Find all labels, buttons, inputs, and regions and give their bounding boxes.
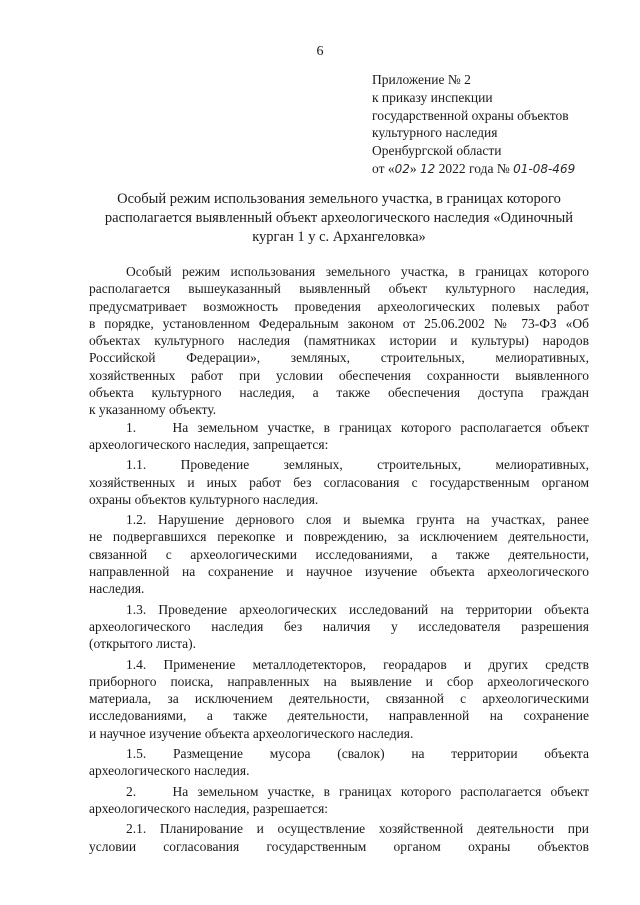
annex-line: Приложение № 2 <box>372 72 471 87</box>
annex-line: государственной охраны объектов <box>372 107 569 123</box>
section-1-3 <box>89 601 589 653</box>
text-line: археологического наследия. <box>89 763 250 779</box>
annex-line: Оренбургской области <box>372 143 502 159</box>
text-line: и научное изучение объекта археологического наследия. <box>89 725 414 741</box>
text-line: не подвергавшихся перекопке и повреждению, за исключением деятельности, <box>89 529 589 545</box>
text-line: в порядке, установленном Федеральным законом от 25.06.2002 № 73-ФЗ «Об <box>89 315 589 331</box>
text-line: охраны объектов культурного наследия. <box>89 491 319 507</box>
text-line: археологического наследия без наличия у исследователя разрешения <box>89 618 589 634</box>
text-line: 1.1. Проведение земляных, строительных, мелиоративных, <box>126 457 589 473</box>
text-line: Российской Федерации», земляных, строительных, мелиоративных, <box>89 350 589 366</box>
text-line: 1.2. Нарушение дернового слоя и выемка грунта на участках, ранее <box>126 512 589 528</box>
text-line: 1.3. Проведение археологических исследований на территории объекта <box>126 601 589 617</box>
section-1-5 <box>89 745 589 780</box>
title-line: располагается выявленный объект археологического наследия «Одиночный <box>104 210 574 226</box>
handwritten-month: 12 <box>420 161 436 176</box>
document-body <box>89 263 589 855</box>
text-line: направленной на сохранение и научное изучение объекта археологического <box>89 564 589 580</box>
annex-line: к приказу инспекции <box>372 89 493 105</box>
text-line: 1. На земельном участке, в границах которого располагается объект <box>126 419 589 435</box>
section-1-1 <box>89 456 589 508</box>
section-1-2 <box>89 511 589 597</box>
section-1-4 <box>89 656 589 742</box>
text-line: археологического наследия, разрешается: <box>89 800 329 816</box>
handwritten-number: 01-08-469 <box>513 161 576 176</box>
text-line: к указанному объекту. <box>89 402 217 418</box>
section-2-1 <box>89 820 589 855</box>
intro-paragraph <box>89 263 589 419</box>
annex-date-line <box>372 160 622 179</box>
title-line: Особый режим использования земельного участка, в границах которого <box>117 191 561 207</box>
text-line: располагается вышеуказанный выявленный объект культурного наследия, <box>89 281 589 297</box>
text-line: наследия. <box>89 581 145 597</box>
text-line: связанной с археологическими исследованиями, а также деятельности, <box>89 546 589 562</box>
title-line: курган 1 у с. Архангеловка» <box>252 229 426 245</box>
annex-line: культурного наследия <box>372 125 498 141</box>
text-line: 1.4. Применение металлодетекторов, георадаров и других средств <box>126 656 589 672</box>
text-line: 2.1. Планирование и осуществление хозяйственной деятельности при <box>126 821 589 837</box>
page-number: 6 <box>316 44 324 59</box>
date-mid1: » <box>409 160 421 176</box>
text-line: приборного поиска, направленных на выявление и сбор археологического <box>89 673 589 689</box>
date-prefix: от « <box>372 160 395 176</box>
text-line: объекта культурного наследия, а также обеспечения доступа граждан <box>89 385 589 401</box>
date-mid2: 2022 года № <box>435 160 514 176</box>
document-title <box>80 190 598 247</box>
section-1 <box>89 419 589 454</box>
section-2 <box>89 783 589 818</box>
text-line: археологического наследия, запрещается: <box>89 436 329 452</box>
text-line: условии согласования государственным органом охраны объектов <box>89 838 589 854</box>
annex-header <box>372 71 622 179</box>
text-line: 1.5. Размещение мусора (свалок) на территории объекта <box>126 746 589 762</box>
text-line: хозяйственных и иных работ без согласования с государственным органом <box>89 474 589 490</box>
text-line: 2. На земельном участке, в границах которого располагается объект <box>126 783 589 799</box>
text-line: исследованиями, а также деятельности, направленной на сохранение <box>89 708 589 724</box>
text-line: Особый режим использования земельного участка, в границах которого <box>126 264 589 279</box>
text-line: объектах культурного наследия (памятниках истории и культуры) народов <box>89 333 589 349</box>
text-line: материала, за исключением деятельности, связанной с археологическими <box>89 691 589 707</box>
handwritten-day: 02 <box>394 161 410 176</box>
text-line: хозяйственных работ при условии обеспечения сохранности выявленного <box>89 367 589 383</box>
text-line: предусматривает возможность проведения археологических полевых работ <box>89 298 589 314</box>
text-line: (открытого листа). <box>89 636 197 652</box>
